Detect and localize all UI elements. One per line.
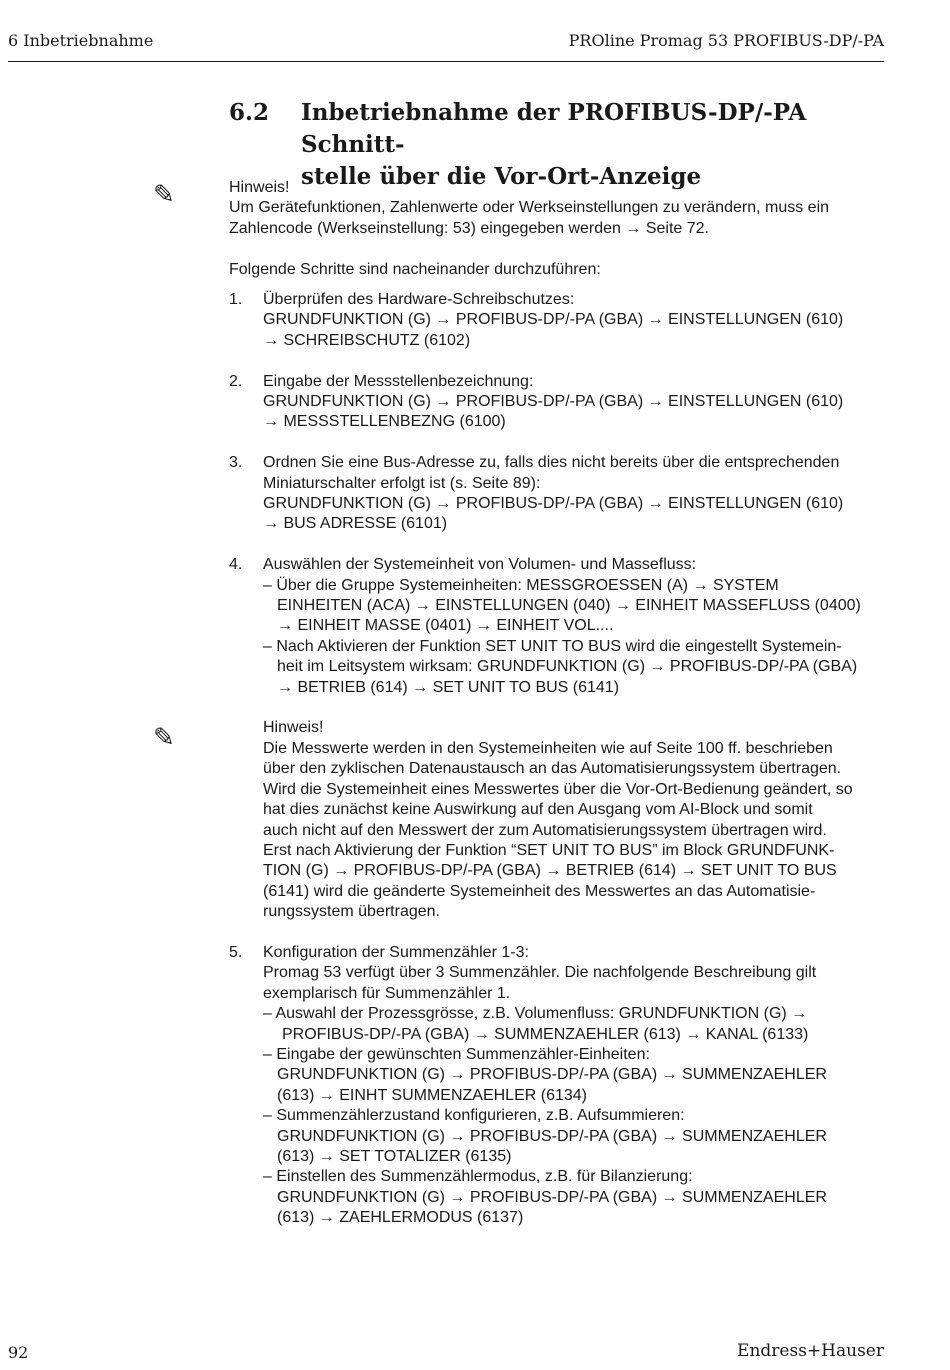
step-line: Miniaturschalter erfolgt ist (s. Seite 89): [263,474,541,492]
note-text-line: auch nicht auf den Messwert der zum Automatisierungssystem übertragen wird. [263,821,827,839]
step-line: – Einstellen des Summenzählermodus, z.B. für Bilanzierung: [263,1168,693,1186]
note-text-line: hat dies zunächst keine Auswirkung auf den Ausgang vom AI-Block und somit [263,801,813,819]
step-line: exemplarisch für Summenzähler 1. [263,984,511,1002]
step-line: Überprüfen des Hardware-Schreibschutzes: [263,291,575,309]
step-line: – Nach Aktivieren der Funktion SET UNIT TO BUS wird die eingestellt Systemein- [263,637,842,655]
step-line: → SCHREIBSCHUTZ (6102) [263,331,471,349]
step-line: → BETRIEB (614) → SET UNIT TO BUS (6141) [277,678,620,696]
note-text-line: Wird die Systemeinheit eines Messwertes über die Vor-Ort-Bedienung geändert, so [263,780,853,798]
step-line: – Über die Gruppe Systemeinheiten: MESSGROESSEN (A) → SYSTEM [263,576,779,594]
pencil-icon: ✎ [153,180,175,210]
step-line: → EINHEIT MASSE (0401) → EINHEIT VOL.... [277,617,614,635]
intro-text: Folgende Schritte sind nacheinander durchzuführen: [229,260,601,278]
step-line: Eingabe der Messstellenbezeichnung: [263,372,534,390]
step-line: (613) → EINHT SUMMENZAEHLER (6134) [277,1086,587,1104]
note-text-line: Die Messwerte werden in den Systemeinheiten wie auf Seite 100 ff. beschrieben [263,739,833,757]
note-text-line: Zahlencode (Werkseinstellung: 53) eingegeben werden → Seite 72. [229,219,709,237]
page-header [8,30,884,62]
note-label: Hinweis! [263,719,324,737]
step-line: EINHEITEN (ACA) → EINSTELLUNGEN (040) → EINHEIT MASSEFLUSS (0400) [277,597,861,615]
page-content [229,178,889,1229]
step-line: → MESSSTELLENBEZNG (6100) [263,413,506,431]
note-text-line: rungssystem übertragen. [263,903,440,921]
note-text-line: TION (G) → PROFIBUS-DP/-PA (GBA) → BETRIEB (614) → SET UNIT TO BUS [263,862,837,880]
chapter-title: 6 Inbetriebnahme [8,31,154,50]
step-number: 4. [229,556,243,574]
step-1 [229,290,889,351]
product-title: PROline Promag 53 PROFIBUS-DP/-PA [568,31,884,50]
step-line: GRUNDFUNKTION (G) → PROFIBUS-DP/-PA (GBA) → EINSTELLUNGEN (610) [263,495,844,513]
pencil-icon: ✎ [153,723,175,753]
step-number: 1. [229,291,243,309]
section-title-line: stelle über die Vor-Ort-Anzeige [301,163,702,190]
step-line: GRUNDFUNKTION (G) → PROFIBUS-DP/-PA (GBA) → SUMMENZAEHLER [277,1188,827,1206]
step-2 [229,372,889,433]
brand-logo: Endress+Hauser [737,1341,884,1361]
step-3 [229,453,889,535]
step-number: 5. [229,943,243,961]
note-2 [229,718,889,922]
note-label: Hinweis! [229,179,290,196]
note-text-line: Um Gerätefunktionen, Zahlenwerte oder Werkseinstellungen zu verändern, muss ein [229,199,830,217]
section-number: 6.2 [229,99,270,126]
note-text-line: über den zyklischen Datenaustausch an das Automatisierungssystem übertragen. [263,760,842,778]
step-line: GRUNDFUNKTION (G) → PROFIBUS-DP/-PA (GBA) → EINSTELLUNGEN (610) [263,393,844,411]
step-line: – Summenzählerzustand konfigurieren, z.B. Aufsummieren: [263,1107,685,1125]
step-line: PROFIBUS-DP/-PA (GBA) → SUMMENZAEHLER (613) → KANAL (6133) [282,1025,809,1043]
page-number: 92 [8,1343,29,1362]
step-number: 3. [229,454,243,472]
step-4 [229,555,889,698]
note-text-line: (6141) wird die geänderte Systemeinheit des Messwertes an das Automatisie- [263,882,816,900]
note-text-line: Erst nach Aktivierung der Funktion “SET UNIT TO BUS” im Block GRUNDFUNK- [263,841,835,859]
step-line: – Auswahl der Prozessgrösse, z.B. Volumenfluss: GRUNDFUNKTION (G) → [263,1005,808,1023]
step-5 [229,943,889,1229]
step-line: Promag 53 verfügt über 3 Summenzähler. Die nachfolgende Beschreibung gilt [263,964,817,982]
step-line: (613) → SET TOTALIZER (6135) [277,1148,512,1165]
step-line: GRUNDFUNKTION (G) → PROFIBUS-DP/-PA (GBA) → SUMMENZAEHLER [277,1127,827,1145]
step-line: (613) → ZAEHLERMODUS (6137) [277,1209,524,1227]
step-line: – Eingabe der gewünschten Summenzähler-Einheiten: [263,1045,650,1063]
step-line: Auswählen der Systemeinheit von Volumen- und Massefluss: [263,556,697,574]
step-line: Ordnen Sie eine Bus-Adresse zu, falls dies nicht bereits über die entsprechenden [263,454,840,472]
note-1 [229,178,889,239]
step-line: Konfiguration der Summenzähler 1-3: [263,943,529,961]
step-line: heit im Leitsystem wirksam: GRUNDFUNKTION (G) → PROFIBUS-DP/-PA (GBA) [277,658,858,676]
step-number: 2. [229,372,243,390]
step-line: GRUNDFUNKTION (G) → PROFIBUS-DP/-PA (GBA) → SUMMENZAEHLER [277,1066,827,1084]
step-line: → BUS ADRESSE (6101) [263,515,448,533]
section-title-line: Inbetriebnahme der PROFIBUS-DP/-PA Schnitt- [301,99,807,158]
step-line: GRUNDFUNKTION (G) → PROFIBUS-DP/-PA (GBA) → EINSTELLUNGEN (610) [263,311,844,329]
